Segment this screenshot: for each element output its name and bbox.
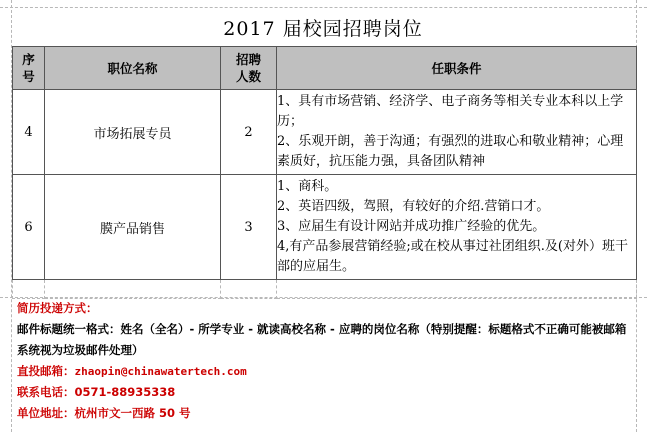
address-value: 杭州市文一西路 50 号 xyxy=(74,406,191,420)
header-no-line1: 序 xyxy=(22,52,35,67)
table-row xyxy=(13,90,637,175)
row-position: 市场拓展专员 xyxy=(45,90,221,175)
empty-cell xyxy=(221,280,277,299)
phone-label: 联系电话： xyxy=(17,385,75,399)
row-no: 6 xyxy=(13,175,45,280)
requirement-line: 2、英语四级，驾照，有较好的介绍.营销口才。 xyxy=(277,199,550,214)
empty-cell xyxy=(277,280,637,299)
email-line xyxy=(17,361,637,382)
requirement-line: 3、应届生有设计网站并成功推广经验的优先。 xyxy=(277,219,546,234)
row-count: 2 xyxy=(221,90,277,175)
requirement-line: 4,有产品参展营销经验;或在校从事过社团组织.及(对外）班干部的应届生。 xyxy=(277,239,628,274)
address-label: 单位地址： xyxy=(17,406,75,420)
table-header-row xyxy=(13,47,637,90)
phone-line xyxy=(17,382,637,403)
address-line xyxy=(17,403,637,424)
header-count-line1: 招聘 xyxy=(235,52,261,67)
requirement-line: 1、商科。 xyxy=(277,179,338,194)
row-requirements xyxy=(277,90,637,175)
job-table xyxy=(12,46,637,299)
email-label: 直投邮箱： xyxy=(17,364,75,378)
header-no-line2: 号 xyxy=(22,69,35,84)
contact-heading: 简历投递方式： xyxy=(17,301,98,315)
table-row xyxy=(13,175,637,280)
header-no xyxy=(13,47,45,90)
header-position: 职位名称 xyxy=(45,47,221,90)
empty-cell xyxy=(45,280,221,299)
email-subject-format: 邮件标题统一格式：姓名（全名）- 所学专业 - 就读高校名称 - 应聘的岗位名称（特别提醒：标题格式不正确可能被邮箱系统视为垃圾邮件处理） xyxy=(17,322,627,357)
row-no: 4 xyxy=(13,90,45,175)
phone-value: 0571-88935338 xyxy=(74,385,176,399)
contact-section xyxy=(17,298,637,424)
requirement-line: 2、乐观开朗，善于沟通；有强烈的进取心和敬业精神；心理素质好，抗压能力强，具备团队精神 xyxy=(277,134,624,169)
page-title: 2017 届校园招聘岗位 xyxy=(223,17,423,40)
row-requirements xyxy=(277,175,637,280)
row-count: 3 xyxy=(221,175,277,280)
requirement-line: 1、具有市场营销、经济学、电子商务等相关专业本科以上学历； xyxy=(277,94,624,129)
header-count xyxy=(221,47,277,90)
empty-cell xyxy=(13,280,45,299)
table-empty-row xyxy=(13,280,637,299)
email-link[interactable]: zhaopin@chinawatertech.com xyxy=(74,365,247,378)
header-count-line2: 人数 xyxy=(235,69,261,84)
row-position: 膜产品销售 xyxy=(45,175,221,280)
header-requirements: 任职条件 xyxy=(277,47,637,90)
